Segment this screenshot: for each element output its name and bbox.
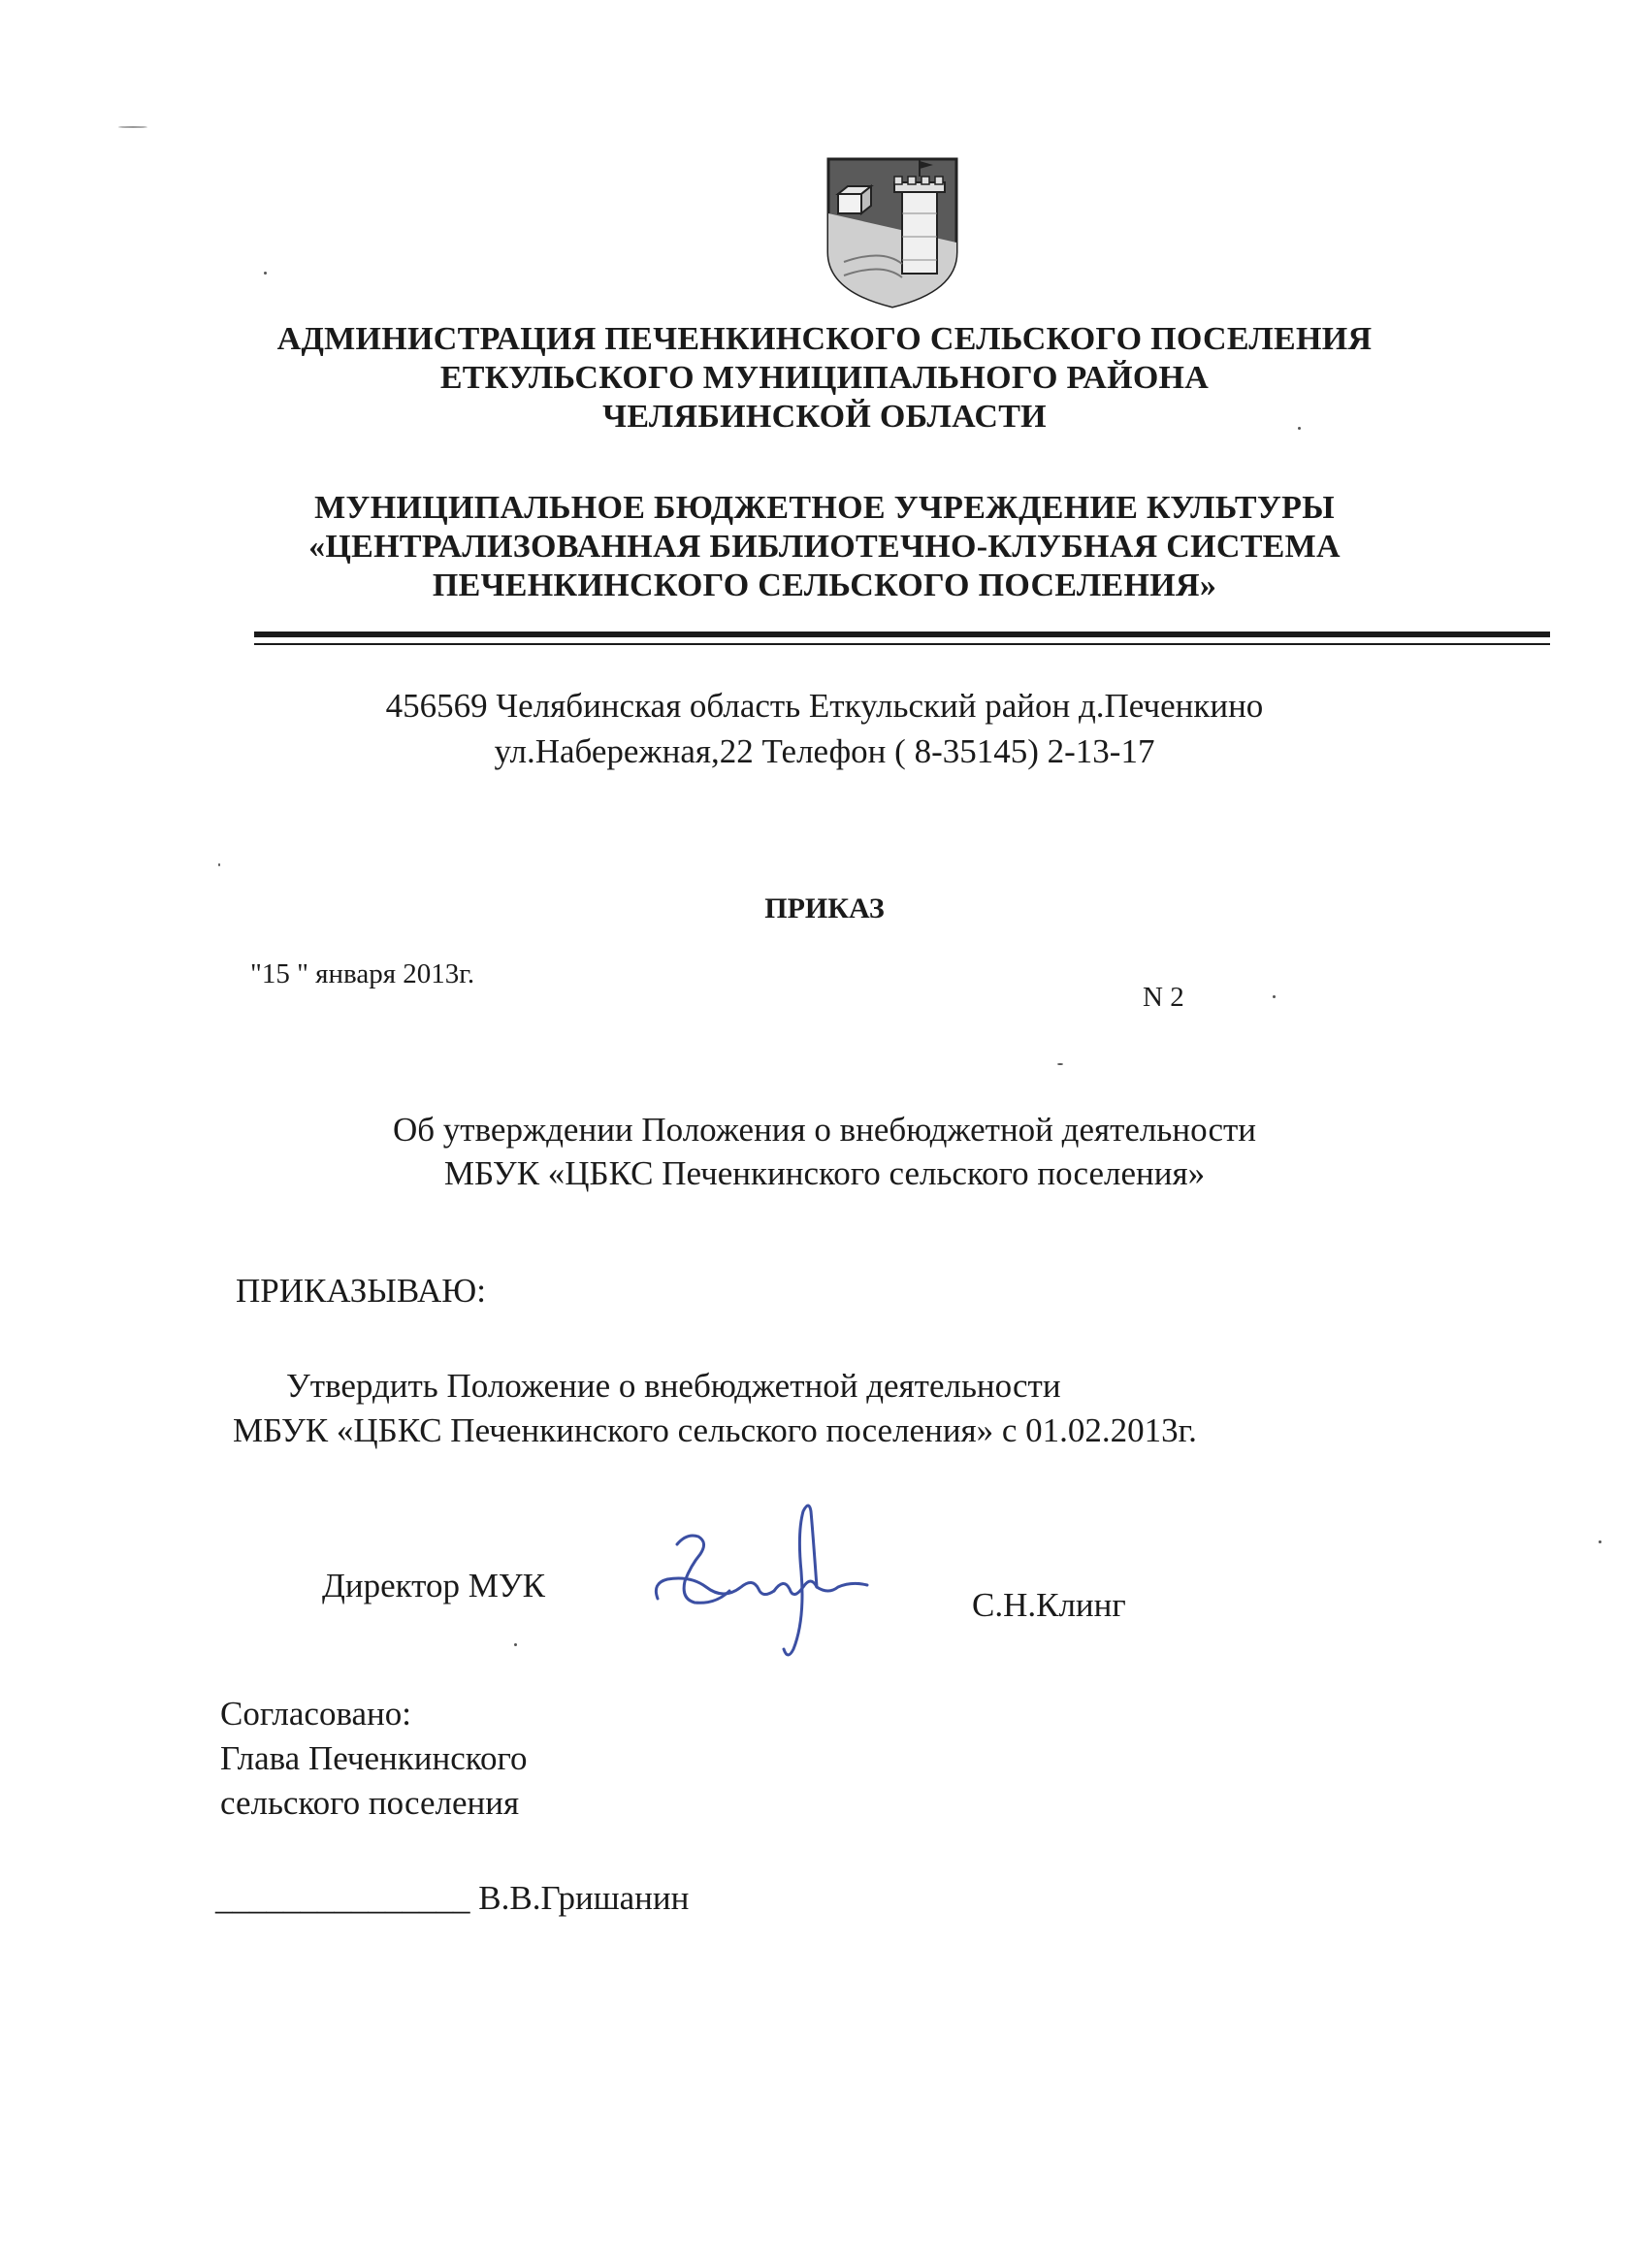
order-title: ПРИКАЗ (764, 892, 885, 924)
subject-line-1: Об утверждении Положения о внебюджетной деятельности (392, 1111, 1257, 1149)
administration-line-1: АДМИНИСТРАЦИЯ ПЕЧЕНКИНСКОГО СЕЛЬСКОГО ПОСЕЛЕНИЯ (276, 321, 1373, 357)
directive-line-1: Утвердить Положение о внебюджетной деятельности (286, 1367, 1061, 1405)
institution-header (0, 489, 1649, 605)
coat-of-arms-emblem (824, 155, 960, 308)
directive-heading: ПРИКАЗЫВАЮ: (236, 1272, 486, 1310)
approval-line-2: сельского поселения (220, 1784, 520, 1822)
scan-speck (1599, 1540, 1601, 1543)
scan-speck (1273, 995, 1276, 998)
signatory-name: С.Н.Клинг (972, 1586, 1126, 1624)
signature-handwritten (648, 1494, 881, 1664)
administration-line-2: ЕТКУЛЬСКОГО МУНИЦИПАЛЬНОГО РАЙОНА (439, 360, 1210, 396)
address-line-2: ул.Набережная,22 Телефон ( 8-35145) 2-13-17 (494, 732, 1155, 770)
scan-speck (264, 272, 267, 275)
scan-speck (1298, 427, 1301, 430)
order-subject (0, 1108, 1649, 1195)
scan-speck (218, 863, 220, 866)
order-number: N 2 (1143, 982, 1184, 1013)
scan-speck (514, 1643, 517, 1646)
institution-line-3: ПЕЧЕНКИНСКОГО СЕЛЬСКОГО ПОСЕЛЕНИЯ» (432, 567, 1217, 603)
institution-line-1: МУНИЦИПАЛЬНОЕ БЮДЖЕТНОЕ УЧРЕЖДЕНИЕ КУЛЬТУРЫ (314, 490, 1335, 526)
address-line-1: 456569 Челябинская область Еткульский район д.Печенкино (385, 687, 1264, 725)
approval-signature-line (215, 1876, 689, 1920)
approval-blank: _______________ (215, 1879, 470, 1917)
order-date: "15 " января 2013г. (250, 958, 475, 989)
approval-name: В.В.Гришанин (478, 1879, 690, 1917)
header-divider-thick (254, 632, 1550, 637)
subject-line-2: МБУК «ЦБКС Печенкинского сельского поселения» (443, 1154, 1206, 1192)
approval-line-1: Глава Печенкинского (220, 1739, 528, 1777)
administration-header (0, 320, 1649, 437)
header-divider-thin (254, 643, 1550, 645)
signatory-position: Директор МУК (322, 1567, 546, 1604)
address-block (0, 683, 1649, 774)
scan-speck (1057, 1063, 1063, 1065)
directive-line-2: МБУК «ЦБКС Печенкинского сельского поселения» с 01.02.2013г. (233, 1411, 1197, 1449)
approval-label: Согласовано: (220, 1695, 412, 1733)
scan-speck (118, 126, 147, 128)
administration-line-3: ЧЕЛЯБИНСКОЙ ОБЛАСТИ (602, 399, 1047, 435)
institution-line-2: «ЦЕНТРАЛИЗОВАННАЯ БИБЛИОТЕЧНО-КЛУБНАЯ СИСТЕМА (308, 529, 1341, 565)
